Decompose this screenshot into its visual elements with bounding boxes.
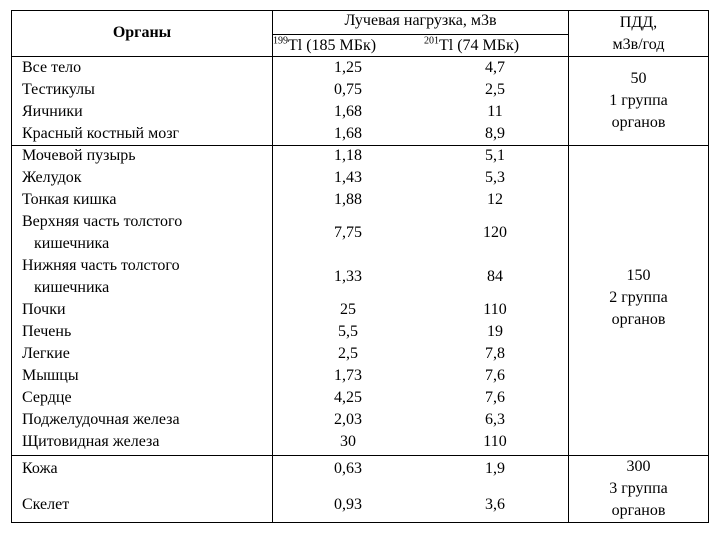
header-pdd-unit: м3в/год	[612, 36, 665, 53]
header-isotope-tl199	[273, 35, 376, 57]
organ-name: Яичники	[22, 103, 83, 120]
tl199-dose-value: 7,75	[334, 224, 362, 241]
group-1-label: 1 группа	[609, 92, 668, 109]
header-isotope-tl201	[424, 35, 519, 57]
tl201-dose-value: 110	[483, 301, 507, 318]
tl199-dose-value: 1,18	[334, 147, 362, 164]
tl201-dose-value: 19	[487, 323, 503, 340]
tl201-dose-value: 8,9	[485, 125, 505, 142]
header-organs: Органы	[112, 24, 172, 41]
tl201-mass-number: 201	[424, 35, 439, 47]
organ-name: кишечника	[34, 235, 110, 252]
tl199-dose-value: 1,73	[334, 367, 362, 384]
organ-name: Желудок	[22, 169, 82, 186]
tl201-dose-value: 6,3	[485, 411, 505, 428]
table-border-bottom	[11, 522, 709, 523]
organ-name: Мочевой пузырь	[22, 147, 136, 164]
tl199-dose-value: 1,88	[334, 191, 362, 208]
tl199-dose-value: 2,5	[338, 345, 358, 362]
table-border-left	[11, 10, 12, 523]
tl199-dose-value: 0,93	[334, 496, 362, 513]
group-3-value: 300	[626, 458, 651, 475]
organ-name: Тонкая кишка	[22, 191, 117, 208]
organ-name: кишечника	[34, 279, 110, 296]
tl201-dose-value: 7,6	[485, 367, 505, 384]
organ-name: Поджелудочная железа	[22, 411, 180, 428]
header-radiation-load: Лучевая нагрузка, м3в	[344, 12, 497, 29]
tl201-dose-value: 1,9	[485, 460, 505, 477]
tl199-activity: Tl (185 МБк)	[288, 37, 377, 54]
group-3-label: 3 группа	[609, 480, 668, 497]
tl201-dose-value: 3,6	[485, 496, 505, 513]
organ-name: Щитовидная железа	[22, 433, 160, 450]
tl201-dose-value: 5,3	[485, 169, 505, 186]
organ-name: Скелет	[22, 496, 70, 513]
organ-name: Тестикулы	[22, 81, 95, 98]
tl199-dose-value: 1,68	[334, 125, 362, 142]
tl201-dose-value: 7,6	[485, 389, 505, 406]
tl201-dose-value: 5,1	[485, 147, 505, 164]
tl199-mass-number: 199	[273, 35, 288, 47]
tl201-activity: Tl (74 МБк)	[439, 37, 520, 54]
tl199-dose-value: 1,25	[334, 59, 362, 76]
tl199-dose-value: 25	[340, 301, 356, 318]
organ-name: Почки	[22, 301, 66, 318]
tl199-dose-value: 1,33	[334, 268, 362, 285]
organ-name: Легкие	[22, 345, 70, 362]
tl201-dose-value: 12	[487, 191, 503, 208]
group-2-label: 2 группа	[609, 289, 668, 306]
tl199-dose-value: 2,03	[334, 411, 362, 428]
group-2-value: 150	[626, 267, 651, 284]
tl201-dose-value: 2,5	[485, 81, 505, 98]
tl199-dose-value: 0,63	[334, 460, 362, 477]
tl199-dose-value: 5,5	[338, 323, 358, 340]
tl199-dose-value: 30	[340, 433, 356, 450]
tl199-dose-value: 1,68	[334, 103, 362, 120]
organ-name: Все тело	[22, 59, 82, 76]
tl201-dose-value: 120	[483, 224, 507, 241]
group-1-value: 50	[630, 70, 647, 87]
group-2-organs: органов	[611, 311, 666, 328]
tl199-dose-value: 4,25	[334, 389, 362, 406]
organ-name: Кожа	[22, 460, 58, 477]
tl201-dose-value: 110	[483, 433, 507, 450]
organ-name: Мышцы	[22, 367, 79, 384]
header-pdd: ПДД,	[619, 14, 658, 31]
tl201-dose-value: 84	[487, 268, 503, 285]
organ-name: Печень	[22, 323, 72, 340]
organ-name: Красный костный мозг	[22, 125, 180, 142]
group-3-organs: органов	[611, 502, 666, 519]
table-border-right	[708, 10, 709, 523]
group-1-organs: органов	[611, 114, 666, 131]
tl201-dose-value: 11	[487, 103, 503, 120]
organ-name: Нижняя часть толстого	[22, 257, 180, 274]
tl201-dose-value: 4,7	[485, 59, 505, 76]
organ-name: Сердце	[22, 389, 72, 406]
organ-name: Верхняя часть толстого	[22, 213, 183, 230]
tl199-dose-value: 0,75	[334, 81, 362, 98]
tl201-dose-value: 7,8	[485, 345, 505, 362]
tl199-dose-value: 1,43	[334, 169, 362, 186]
